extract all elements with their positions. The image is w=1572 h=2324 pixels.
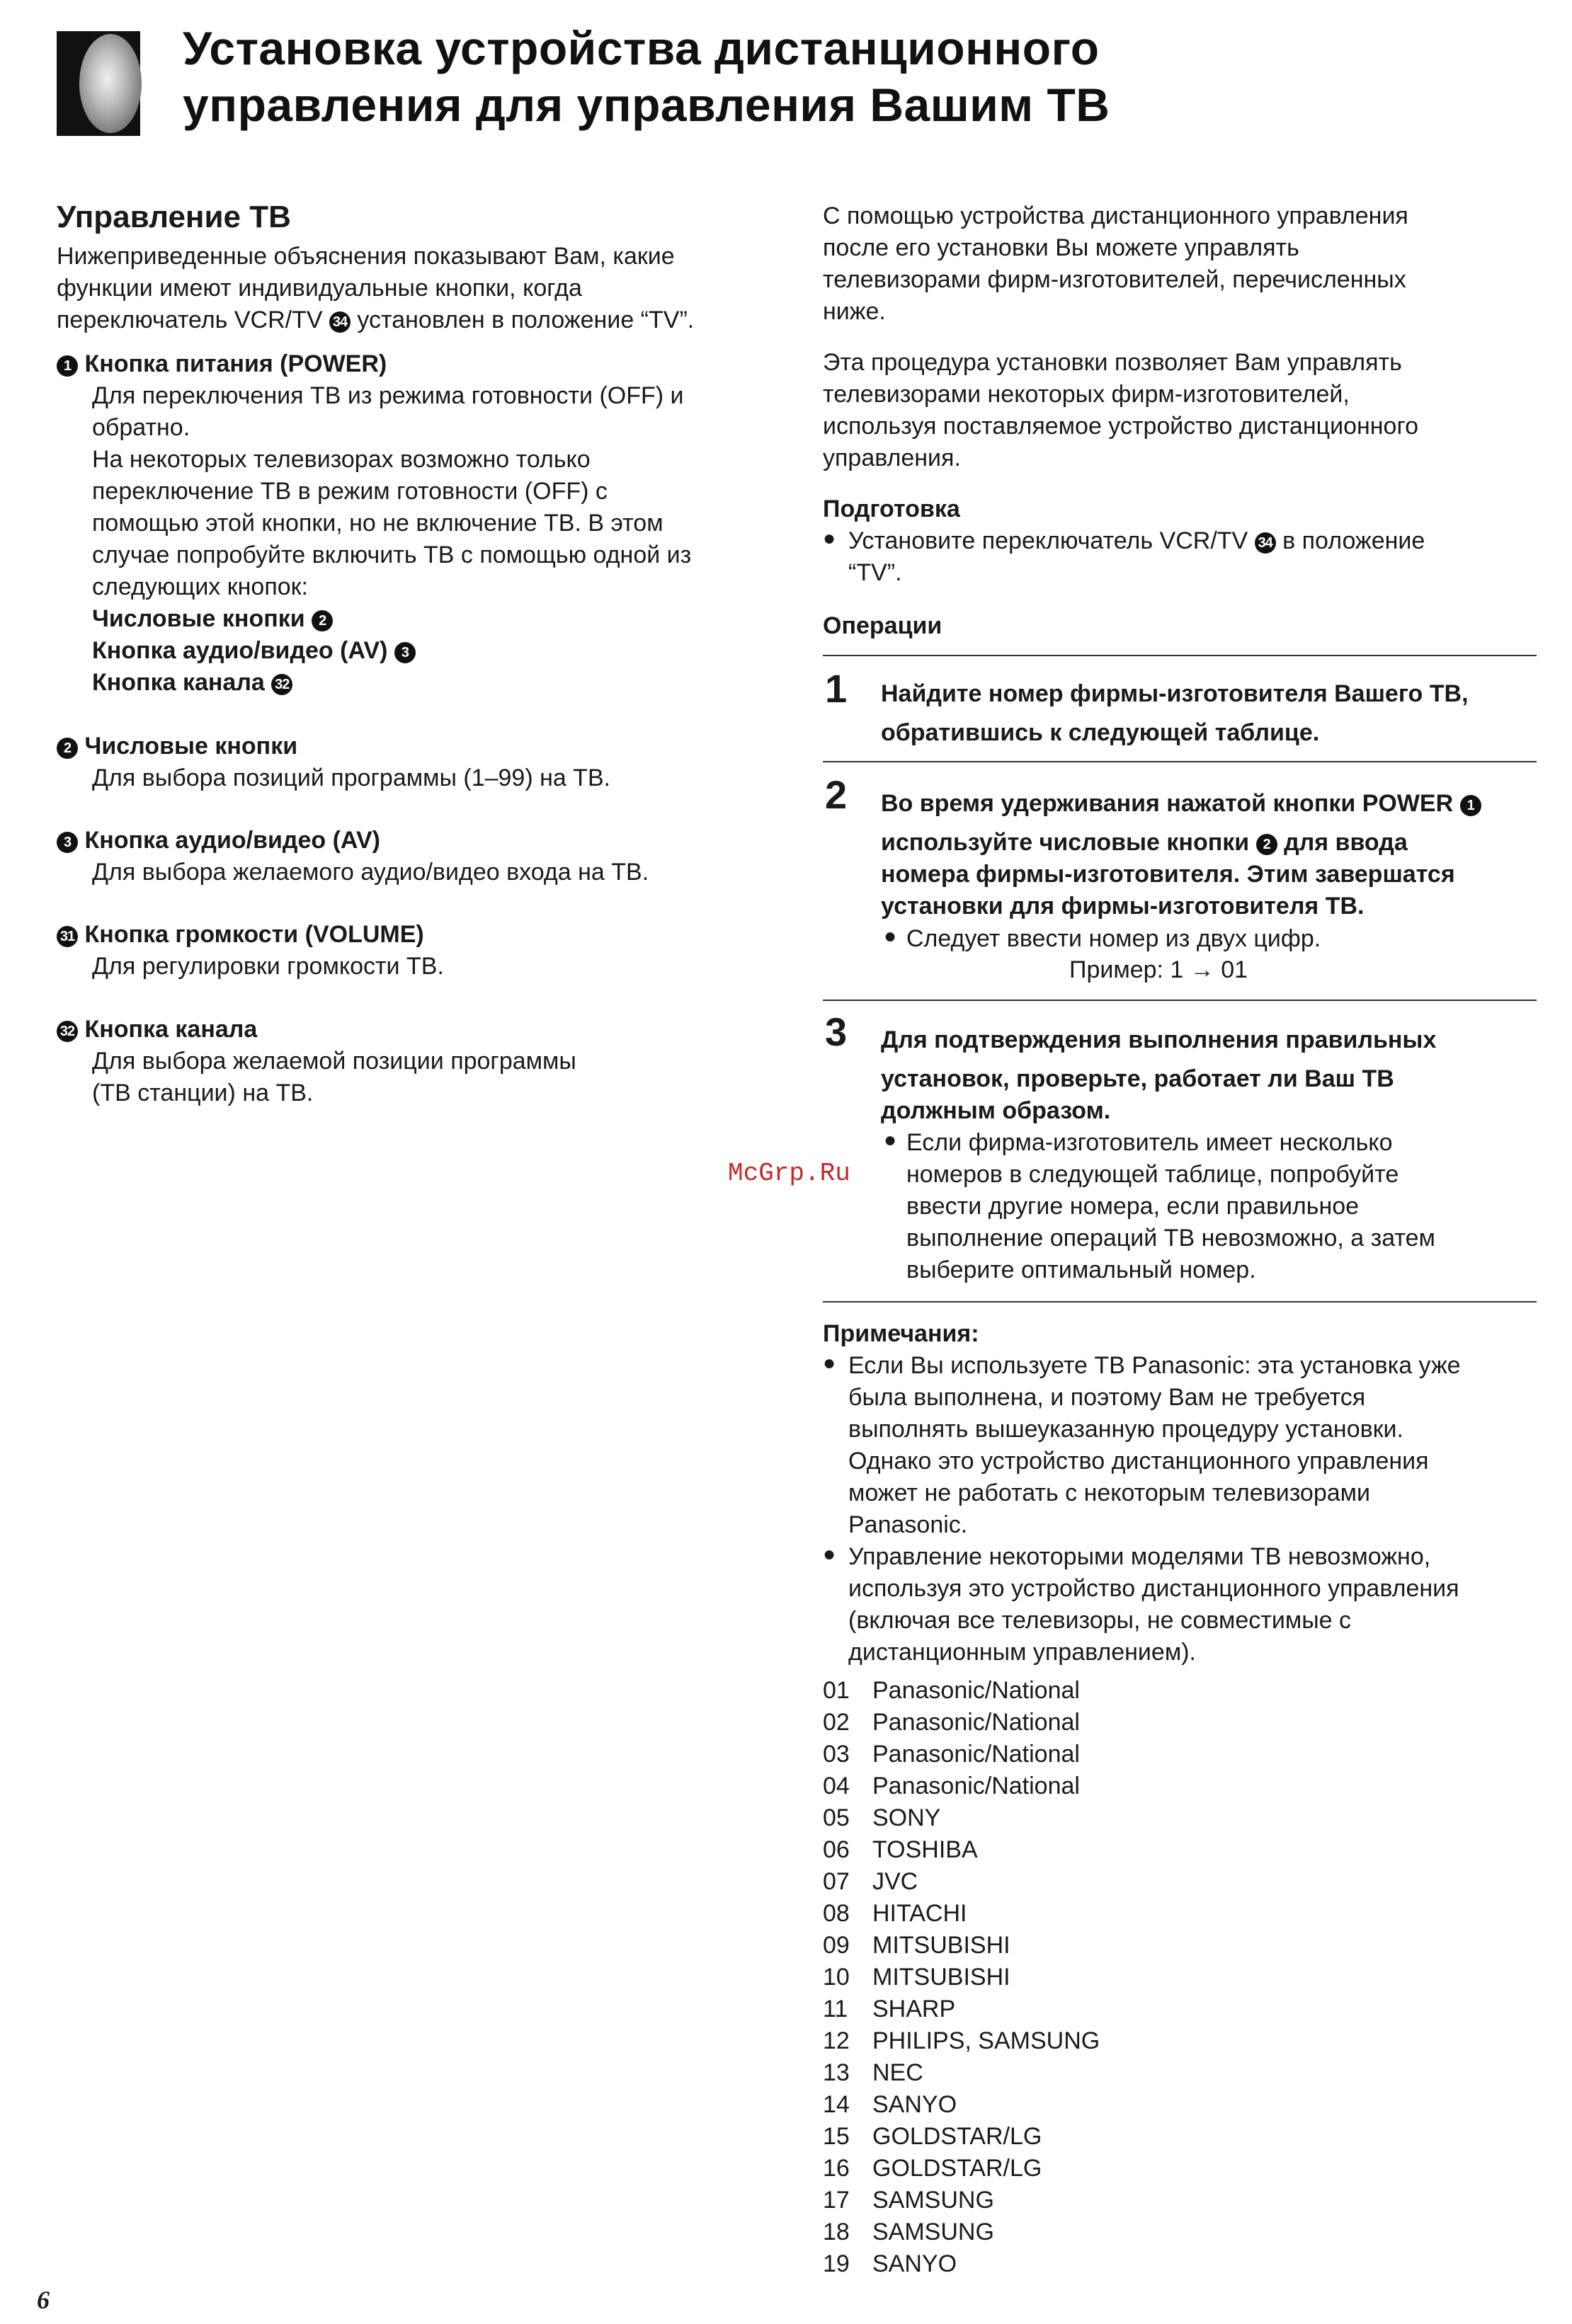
divider: [823, 761, 1537, 762]
page-number: 6: [37, 2286, 50, 2314]
bullet-icon: ●: [884, 925, 897, 948]
badge-32-icon: 32: [57, 1021, 78, 1042]
brand-row: 09 MITSUBISHI: [823, 1932, 1010, 1959]
brand-row: 17 SAMSUNG: [823, 2187, 994, 2214]
brand-row: 19 SANYO: [823, 2250, 957, 2277]
divider: [823, 655, 1537, 656]
step-2-number: 2: [825, 772, 848, 817]
note-2-line-2: используя это устройство дистанционного управления: [848, 1575, 1459, 1602]
step-2-line-2: используйте числовые кнопки 2 для ввода: [881, 829, 1408, 856]
brand-row: 01 Panasonic/National: [823, 1677, 1080, 1704]
intro-line-2: функции имеют индивидуальные кнопки, когда: [57, 275, 582, 302]
prep-heading: Подготовка: [823, 496, 960, 522]
notes-heading: Примечания:: [823, 1320, 979, 1347]
intro-line-1: Нижеприведенные объяснения показывают Вам, какие: [57, 243, 675, 270]
right-para1-line-3: телевизорами фирм-изготовителей, перечисленных: [823, 266, 1406, 293]
note-1-line-1: Если Вы используете ТВ Panasonic: эта установка уже: [848, 1352, 1461, 1379]
title-badge-icon: [57, 31, 140, 136]
step-2-example: Пример: 1 → 01: [1069, 956, 1248, 983]
step-3-line-1: Для подтверждения выполнения правильных: [881, 1026, 1437, 1053]
divider: [823, 1301, 1537, 1303]
note-1-line-3: выполнять вышеуказанную процедуру установки.: [848, 1416, 1403, 1443]
step-3-bullet-line-2: номеров в следующей таблице, попробуйте: [906, 1161, 1399, 1188]
brand-row: 08 HITACHI: [823, 1900, 967, 1927]
badge-32-icon: 32: [271, 674, 292, 695]
right-para2-line-2: телевизорами некоторых фирм-изготовителей,: [823, 381, 1350, 408]
step-3-bullet-line-1: Если фирма-изготовитель имеет несколько: [906, 1129, 1393, 1156]
item-power-title: 1 Кнопка питания (POWER): [57, 348, 387, 380]
item-av-title: 3 Кнопка аудио/видео (AV): [57, 825, 380, 857]
brand-row: 10 MITSUBISHI: [823, 1964, 1010, 1991]
item-power-line-5: помощью этой кнопки, но не включение ТВ. В этом: [92, 510, 663, 537]
brand-row: 05 SONY: [823, 1804, 941, 1831]
brand-row: 07 JVC: [823, 1868, 918, 1895]
note-1-line-4: Однако это устройство дистанционного управления: [848, 1448, 1429, 1475]
note-2-line-3: (включая все телевизоры, не совместимые с: [848, 1607, 1351, 1634]
step-3-line-3: должным образом.: [881, 1097, 1111, 1124]
step-1-line-2: обратившись к следующей таблице.: [881, 719, 1320, 746]
page-title-line-2: управления для управления Вашим ТВ: [183, 79, 1110, 131]
ops-heading: Операции: [823, 612, 942, 639]
right-para2-line-1: Эта процедура установки позволяет Вам управлять: [823, 349, 1402, 376]
brand-row: 11 SHARP: [823, 1996, 956, 2022]
item-power-sub-3: Кнопка канала 32: [92, 667, 292, 699]
brand-row: 06 TOSHIBA: [823, 1836, 978, 1863]
brand-row: 02 Panasonic/National: [823, 1709, 1080, 1736]
step-3-bullet-line-4: выполнение операций ТВ невозможно, а затем: [906, 1225, 1435, 1252]
brand-row: 12 PHILIPS, SAMSUNG: [823, 2027, 1100, 2054]
brand-row: 13 NEC: [823, 2059, 923, 2086]
badge-34-icon: 34: [1255, 532, 1276, 554]
step-1-number: 1: [825, 666, 848, 711]
item-power-line-1: Для переключения ТВ из режима готовности (OFF) и: [92, 382, 684, 409]
watermark: McGrp.Ru: [728, 1159, 850, 1188]
prep-line-1: Установите переключатель VCR/TV 34 в положение: [848, 527, 1425, 554]
brand-row: 04 Panasonic/National: [823, 1773, 1080, 1799]
brand-row: 18 SAMSUNG: [823, 2219, 994, 2245]
badge-34-icon: 34: [329, 311, 351, 333]
item-channel-title: 32 Кнопка канала: [57, 1014, 257, 1046]
brand-row: 03 Panasonic/National: [823, 1741, 1080, 1768]
step-2-line-3: номера фирмы-изготовителя. Этим завершатся: [881, 861, 1455, 888]
right-para1-line-2: после его установки Вы можете управлять: [823, 234, 1299, 261]
bullet-icon: ●: [884, 1128, 897, 1152]
bullet-icon: ●: [823, 1542, 836, 1566]
step-3-bullet-line-3: ввести другие номера, если правильное: [906, 1193, 1360, 1220]
item-power-line-2: обратно.: [92, 414, 190, 441]
item-power-line-3: На некоторых телевизорах возможно только: [92, 446, 591, 473]
badge-2-icon: 2: [1256, 834, 1277, 855]
right-para2-line-3: используя поставляемое устройство дистанционного: [823, 413, 1419, 440]
step-1-line-1: Найдите номер фирмы-изготовителя Вашего ТВ,: [881, 680, 1469, 707]
bullet-icon: ●: [823, 1351, 836, 1375]
item-power-sub-2: Кнопка аудио/видео (AV) 3: [92, 635, 416, 667]
note-1-line-5: может не работать с некоторым телевизорами: [848, 1479, 1371, 1506]
item-power-sub-1: Числовые кнопки 2: [92, 603, 333, 635]
step-2-line-4: установки для фирмы-изготовителя ТВ.: [881, 893, 1365, 920]
right-para1-line-1: С помощью устройства дистанционного управления: [823, 202, 1408, 229]
badge-31-icon: 31: [57, 926, 78, 947]
right-para1-line-4: ниже.: [823, 298, 886, 325]
section-heading-tv-control: Управление ТВ: [57, 200, 291, 234]
note-2-line-4: дистанционным управлением).: [848, 1639, 1196, 1666]
brand-row: 16 GOLDSTAR/LG: [823, 2155, 1042, 2182]
step-3-number: 3: [825, 1009, 848, 1054]
step-2-line-1: Во время удерживания нажатой кнопки POWER 1: [881, 788, 1481, 820]
badge-3-icon: 3: [57, 832, 78, 853]
brand-row: 14 SANYO: [823, 2091, 957, 2118]
brand-row: 15 GOLDSTAR/LG: [823, 2123, 1042, 2150]
badge-3-icon: 3: [394, 642, 416, 663]
item-volume-title: 31 Кнопка громкости (VOLUME): [57, 919, 424, 951]
item-av-line-1: Для выбора желаемого аудио/видео входа на ТВ.: [92, 859, 649, 886]
intro-line-3: переключатель VCR/TV 34 установлен в положение “TV”.: [57, 307, 695, 333]
page-title-line-1: Установка устройства дистанционного: [183, 22, 1100, 74]
note-1-line-2: была выполнена, и поэтому Вам не требуется: [848, 1384, 1366, 1411]
right-para2-line-4: управления.: [823, 445, 961, 471]
item-power-line-7: следующих кнопок:: [92, 573, 308, 600]
note-2-line-1: Управление некоторыми моделями ТВ невозможно,: [848, 1543, 1431, 1570]
step-2-bullet: Следует ввести номер из двух цифр.: [906, 925, 1321, 952]
item-channel-line-2: (ТВ станции) на ТВ.: [92, 1080, 314, 1106]
item-channel-line-1: Для выбора желаемой позиции программы: [92, 1048, 576, 1075]
step-3-bullet-line-5: выберите оптимальный номер.: [906, 1257, 1256, 1283]
item-power-line-4: переключение ТВ в режим готовности (OFF) с: [92, 478, 608, 505]
item-number-keys-title: 2 Числовые кнопки: [57, 731, 297, 762]
badge-2-icon: 2: [57, 738, 78, 759]
item-volume-line-1: Для регулировки громкости ТВ.: [92, 953, 444, 980]
item-number-keys-line-1: Для выбора позиций программы (1–99) на ТВ.: [92, 765, 611, 791]
item-power-line-6: случае попробуйте включить ТВ с помощью одной из: [92, 542, 692, 568]
step-3-line-2: установок, проверьте, работает ли Ваш ТВ: [881, 1065, 1394, 1092]
bullet-icon: ●: [823, 527, 836, 550]
divider: [823, 1000, 1537, 1001]
prep-line-2: “TV”.: [848, 559, 902, 586]
note-1-line-6: Panasonic.: [848, 1511, 968, 1538]
badge-1-icon: 1: [1460, 795, 1481, 816]
badge-2-icon: 2: [312, 610, 333, 631]
badge-1-icon: 1: [57, 355, 78, 377]
